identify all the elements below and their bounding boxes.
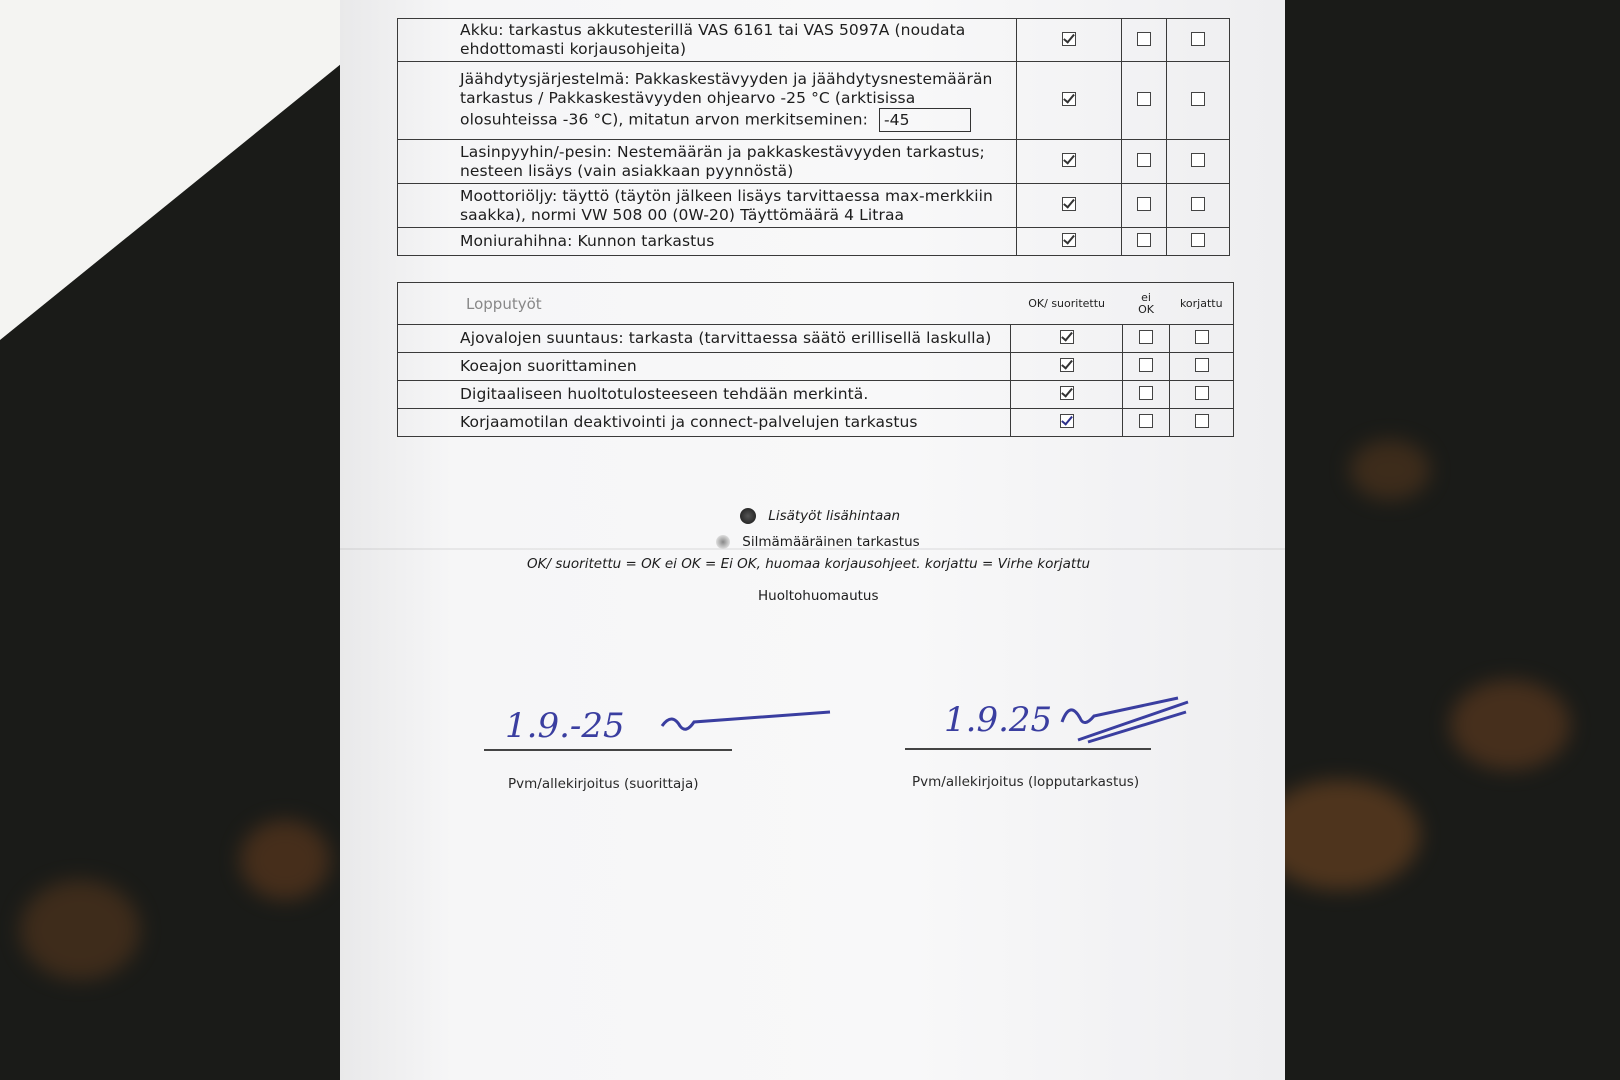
- checklist-table: [397, 18, 1230, 256]
- legend-explanation: OK/ suoritettu = OK ei OK = Ei OK, huomaa korjausohjeet. korjattu = Virhe korjattu: [527, 556, 1091, 572]
- korjattu-checkbox[interactable]: [1191, 32, 1205, 46]
- ei-ok-checkbox[interactable]: [1139, 386, 1153, 400]
- table-row: [398, 62, 1230, 140]
- row-description: Korjaamotilan deaktivointi ja connect-palvelujen tarkastus: [398, 409, 1011, 437]
- performer-signature-line: [484, 749, 732, 751]
- ok-checkbox[interactable]: [1060, 386, 1074, 400]
- legend-visual-check-label: Silmämääräinen tarkastus: [742, 534, 920, 550]
- table-row: [398, 381, 1234, 409]
- measured-value-field[interactable]: -45: [879, 108, 971, 132]
- table-row: [398, 19, 1230, 62]
- row-description: Digitaaliseen huoltotulosteeseen tehdään merkintä.: [398, 381, 1011, 409]
- row-description: Moottoriöljy: täyttö (täytön jälkeen lisäys tarvittaessa max-merkkiin saakka), normi VW 508 00 (0W-20) Täyttömäärä 4 Litraa: [398, 184, 1017, 228]
- service-note-label: Huoltohuomautus: [758, 588, 879, 604]
- performer-handwritten-date: 1.9.-25: [505, 706, 625, 746]
- legend-extra-work-label: Lisätyöt lisähintaan: [768, 508, 901, 524]
- korjattu-checkbox[interactable]: [1191, 153, 1205, 167]
- ok-checkbox[interactable]: [1060, 358, 1074, 372]
- ei-ok-checkbox[interactable]: [1137, 92, 1151, 106]
- section-title: Lopputyöt: [398, 283, 1011, 325]
- col-header-ok: OK/ suoritettu: [1011, 283, 1123, 325]
- col-header-korjattu: korjattu: [1170, 283, 1234, 325]
- legend-extra-work: [740, 508, 900, 524]
- korjattu-checkbox[interactable]: [1191, 92, 1205, 106]
- legend-visual-check: [716, 534, 920, 550]
- final-signature-label: Pvm/allekirjoitus (lopputarkastus): [912, 774, 1140, 790]
- ok-checkbox[interactable]: [1060, 330, 1074, 344]
- final-signature-stroke: [1058, 692, 1198, 752]
- korjattu-checkbox[interactable]: [1195, 358, 1209, 372]
- col-header-ei-ok: ei OK: [1123, 283, 1170, 325]
- table-row: [398, 353, 1234, 381]
- ok-checkbox[interactable]: [1062, 153, 1076, 167]
- korjattu-checkbox[interactable]: [1191, 197, 1205, 211]
- korjattu-checkbox[interactable]: [1195, 386, 1209, 400]
- ei-ok-checkbox[interactable]: [1139, 414, 1153, 428]
- ok-checkbox[interactable]: [1060, 414, 1074, 428]
- table-row: [398, 409, 1234, 437]
- ok-checkbox[interactable]: [1062, 32, 1076, 46]
- table-row: [398, 228, 1230, 256]
- ei-ok-checkbox[interactable]: [1137, 197, 1151, 211]
- table-header-row: [398, 283, 1234, 325]
- table-row: [398, 325, 1234, 353]
- row-description: Moniurahihna: Kunnon tarkastus: [398, 228, 1017, 256]
- coolant-text: Jäähdytysjärjestelmä: Pakkaskestävyyden ja jäähdytysnestemäärän tarkastus / Pakkaskestävyyden ohjearvo -25 °C (arktisissa olosuhteissa -36 °C), mitatun arvon merkitseminen:: [460, 69, 993, 128]
- row-description: [398, 62, 1017, 140]
- row-description: Lasinpyyhin/-pesin: Nestemäärän ja pakkaskestävyyden tarkastus; nesteen lisäys (vain asiakkaan pyynnöstä): [398, 140, 1017, 184]
- row-description: Ajovalojen suuntaus: tarkasta (tarvittaessa säätö erillisellä laskulla): [398, 325, 1011, 353]
- final-signature-line: [905, 748, 1151, 750]
- row-description: Koeajon suorittaminen: [398, 353, 1011, 381]
- ok-checkbox[interactable]: [1062, 197, 1076, 211]
- korjattu-checkbox[interactable]: [1195, 414, 1209, 428]
- ei-ok-checkbox[interactable]: [1137, 233, 1151, 247]
- ei-ok-checkbox[interactable]: [1137, 153, 1151, 167]
- ei-ok-checkbox[interactable]: [1139, 358, 1153, 372]
- final-handwritten-date: 1.9.25: [944, 700, 1053, 740]
- korjattu-checkbox[interactable]: [1195, 330, 1209, 344]
- performer-signature-label: Pvm/allekirjoitus (suorittaja): [508, 776, 699, 792]
- korjattu-checkbox[interactable]: [1191, 233, 1205, 247]
- ok-checkbox[interactable]: [1062, 92, 1076, 106]
- performer-signature-stroke: [660, 700, 840, 740]
- row-description: Akku: tarkastus akkutesterillä VAS 6161 tai VAS 5097A (noudata ehdottomasti korjausohjeita): [398, 19, 1017, 62]
- ei-ok-checkbox[interactable]: [1139, 330, 1153, 344]
- table-row: [398, 184, 1230, 228]
- dark-dot-icon: [740, 508, 756, 524]
- ok-checkbox[interactable]: [1062, 233, 1076, 247]
- final-work-table: [397, 282, 1234, 437]
- ei-ok-checkbox[interactable]: [1137, 32, 1151, 46]
- table-row: [398, 140, 1230, 184]
- light-dot-icon: [716, 535, 730, 549]
